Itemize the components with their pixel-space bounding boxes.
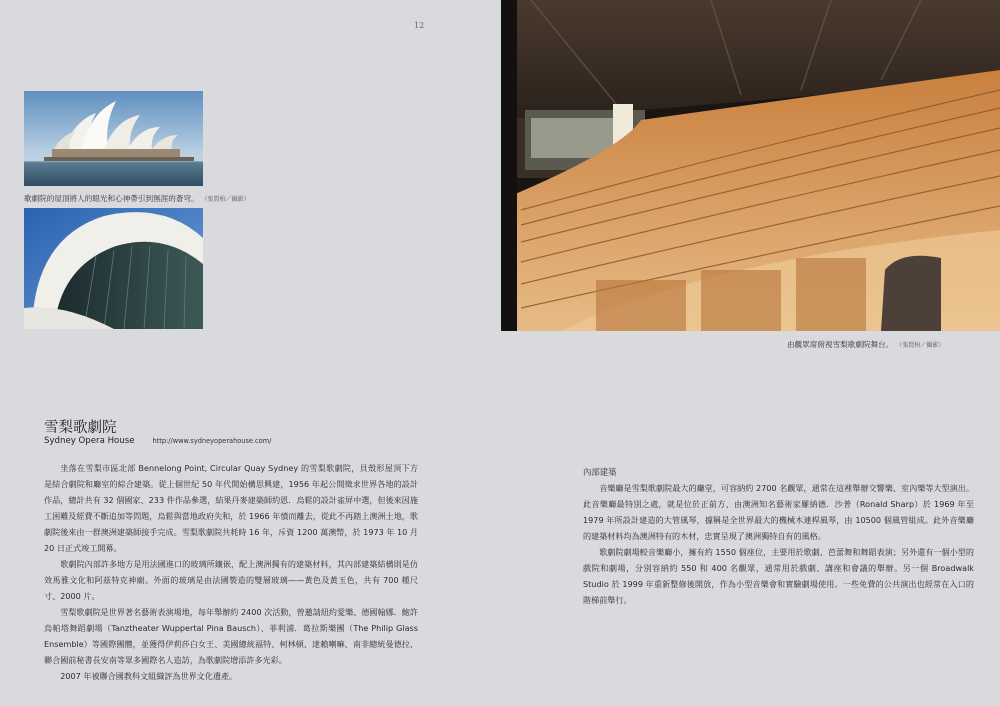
photo-credit: （張賢柏／攝影） bbox=[899, 342, 945, 349]
concert-hall-caption bbox=[787, 339, 944, 350]
article-left-column bbox=[44, 460, 418, 684]
paragraph: 坐落在雪梨市區北部 Bennelong Point, Circular Quay Sydney 的雪梨歌劇院，貝殼形屋頂下方是結合劇院和廳室的綜合建築。從上個世紀 50 年代開始構思興建，1956 年起公開徵求世界各地的設計作品，總計共有 32 個國家、233 件作品參選，結果丹麥建築師約恩．烏鬆的設計雀屏中選，但後來因施工困難及經費不斷追加等問題，烏鬆與當地政府失和，於 1966 年憤而離去，從此不再踏上澳洲土地，歌劇院後來由一群澳洲建築師接手完成。雪梨歌劇院共耗時 16 年，斥資 1200 萬澳幣，於 1973 年 10 月 20 日正式竣工開幕。 bbox=[44, 463, 418, 553]
paragraph: 音樂廳是雪梨歌劇院最大的廳堂，可容納約 2700 名觀眾，通常在這裡舉辦交響樂、室內樂等大型演出。此音樂廳最特別之處，就是位於正前方、由澳洲知名藝術家羅納德．沙普（Ronald Sharp）於 1969 年至 1979 年所設計建造的大管風琴，據稱是全世界最大的機械木連桿風琴，由 10500 個風管組成。此外音樂廳的建築材料均為澳洲特有的木材，忠實呈現了澳洲獨特自有的風格。 bbox=[583, 483, 974, 541]
concert-hall-photo bbox=[501, 0, 1000, 331]
paragraph: 歌劇院內部許多地方是用法國進口的玻璃所鑲嵌，配上澳洲獨有的建築材料，其內部建築結構則是仿效馬雅文化和阿茲特克神廟。外面的玻璃是由法國製造的雙層玻璃——黃色及黃玉色，共有 700 種尺寸、2000 片。 bbox=[44, 559, 418, 601]
article-title: 雪梨歌劇院 bbox=[44, 420, 117, 436]
page-number: 12 bbox=[414, 21, 425, 30]
paragraph: 雪梨歌劇院是世界著名藝術表演場地，每年舉辦約 2400 次活動，曾邀請紐約愛樂、德國翰娜．鮑許烏帕塔舞蹈劇場（Tanztheater Wuppertal Pina Bausch）、菲利浦．葛拉斯樂團（The Philip Glass Ensemble）等國際團體，並獲得伊莉莎白女王、美國總統福特、柯林頓、達賴喇嘛、南非總統曼德拉、聯合國前秘書長安南等眾多國際名人造訪，為歌劇院增添許多光彩。 bbox=[44, 607, 418, 665]
paragraph: 2007 年被聯合國教科文組織評為世界文化遺產。 bbox=[60, 671, 238, 681]
shell-closeup-photo bbox=[24, 208, 203, 329]
section-heading: 內部建築 bbox=[583, 467, 617, 477]
caption-text: 歌劇院的屋頂將人的眼光和心神帶引到無涯的蒼穹。 bbox=[24, 194, 199, 203]
website-url: http://www.sydneyoperahouse.com/ bbox=[152, 437, 272, 445]
paragraph: 歌劇院劇場較音樂廳小，擁有約 1550 個座位，主要用於歌劇、芭蕾舞和舞蹈表演；另外還有一個小型的戲院和劇場，分別容納約 550 和 400 名觀眾，通常用於戲劇、講座和會議的舉辦。另一個 Broadwalk Studio 於 1999 年重新整修後開放，作為小型音樂會和實驗劇場使用。一些免費的公共演出也經常在入口的階梯前舉行。 bbox=[583, 547, 974, 605]
english-name: Sydney Opera House bbox=[44, 436, 135, 446]
caption-text: 由觀眾席俯視雪梨歌劇院舞台。 bbox=[787, 340, 894, 349]
article-right-column bbox=[583, 464, 974, 608]
article-subtitle bbox=[44, 436, 271, 446]
opera-house-caption bbox=[24, 193, 250, 204]
photo-credit: （張賢柏／攝影） bbox=[204, 196, 250, 203]
opera-house-photo bbox=[24, 91, 203, 186]
